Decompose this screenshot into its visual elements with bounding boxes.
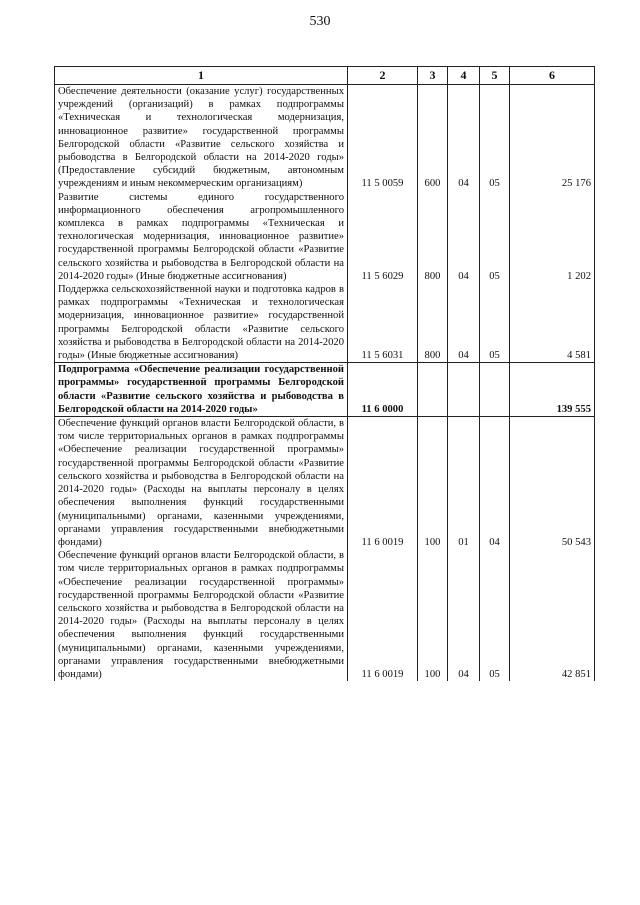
subprogram-row xyxy=(55,363,595,417)
row-description: Обеспечение функций органов власти Белгородской области, в том числе территориальных органов в рамках подпрограммы «Обеспечение реализации государственной программы» государственной программы Белгородской области «Развитие сельского хозяйства и рыбоводства в Белгородской области на 2014-2020 годы» (Расходы на выплаты персоналу в целях обеспечения выполнения функций государственными (муниципальными) органами, казенными учреждениями, органами управления государственными внебюджетными фондами) xyxy=(55,417,348,550)
row-code: 11 5 0059 xyxy=(348,85,418,191)
row-code: 11 5 6031 xyxy=(348,283,418,363)
row-amount: 25 176 xyxy=(510,85,595,191)
column-header-description: 1 xyxy=(55,67,348,85)
page-number: 530 xyxy=(309,14,331,29)
column-header-subsection: 5 xyxy=(480,67,510,85)
row-description: Обеспечение деятельности (оказание услуг) государственных учреждений (организаций) в рамках подпрограммы «Техническая и технологическая модернизация, инновационное развитие» государственной программы Белгородской области «Развитие сельского хозяйства и рыбоводства в Белгородской области на 2014-2020 годы» (Предоставление субсидий бюджетным, автономным учреждениям и иным некоммерческим организациям) xyxy=(55,85,348,191)
column-header-amount: 6 xyxy=(510,67,595,85)
row-code: 11 6 0019 xyxy=(348,417,418,550)
row-subsection: 05 xyxy=(480,283,510,363)
table-row xyxy=(55,417,595,550)
subprogram-amount: 139 555 xyxy=(510,363,595,417)
table-row xyxy=(55,549,595,681)
budget-table xyxy=(54,66,595,681)
row-subsection: 05 xyxy=(480,191,510,283)
row-section: 04 xyxy=(448,191,480,283)
row-subsection: 05 xyxy=(480,549,510,681)
row-description: Развитие системы единого государственного информационного обеспечения агропромышленного комплекса в рамках подпрограммы «Техническая и технологическая модернизация, инновационное развитие» государственной программы Белгородской области «Развитие сельского хозяйства и рыбоводства в Белгородской области на 2014-2020 годы» (Иные бюджетные ассигнования) xyxy=(55,191,348,283)
table-row xyxy=(55,283,595,363)
row-amount: 50 543 xyxy=(510,417,595,550)
row-amount: 42 851 xyxy=(510,549,595,681)
row-expense-type: 100 xyxy=(418,417,448,550)
row-expense-type: 800 xyxy=(418,283,448,363)
row-expense-type: 800 xyxy=(418,191,448,283)
column-header-expense-type: 3 xyxy=(418,67,448,85)
row-description: Поддержка сельскохозяйственной науки и подготовка кадров в рамках подпрограммы «Техническая и технологическая модернизация, инновационное развитие» государственной программы Белгородской области «Развитие сельского хозяйства и рыбоводства в Белгородской области на 2014-2020 годы» (Иные бюджетные ассигнования) xyxy=(55,283,348,363)
table-row xyxy=(55,85,595,191)
row-amount: 4 581 xyxy=(510,283,595,363)
column-header-code: 2 xyxy=(348,67,418,85)
subprogram-section xyxy=(448,363,480,417)
table-row xyxy=(55,191,595,283)
row-section: 04 xyxy=(448,549,480,681)
row-subsection: 04 xyxy=(480,417,510,550)
row-code: 11 6 0019 xyxy=(348,549,418,681)
column-header-row xyxy=(55,67,595,85)
row-description: Обеспечение функций органов власти Белгородской области, в том числе территориальных органов в рамках подпрограммы «Обеспечение реализации государственной программы» государственной программы Белгородской области «Развитие сельского хозяйства и рыбоводства в Белгородской области на 2014-2020 годы» (Расходы на выплаты персоналу в целях обеспечения выполнения функций государственными (муниципальными) органами, казенными учреждениями, органами управления государственными внебюджетными фондами) xyxy=(55,549,348,681)
row-expense-type: 600 xyxy=(418,85,448,191)
row-amount: 1 202 xyxy=(510,191,595,283)
row-expense-type: 100 xyxy=(418,549,448,681)
row-section: 04 xyxy=(448,85,480,191)
row-subsection: 05 xyxy=(480,85,510,191)
subprogram-code: 11 6 0000 xyxy=(348,363,418,417)
column-header-section: 4 xyxy=(448,67,480,85)
row-code: 11 5 6029 xyxy=(348,191,418,283)
row-section: 04 xyxy=(448,283,480,363)
subprogram-subsection xyxy=(480,363,510,417)
subprogram-expense-type xyxy=(418,363,448,417)
subprogram-description: Подпрограмма «Обеспечение реализации государственной программы» государственной программы Белгородской области «Развитие сельского хозяйства и рыбоводства в Белгородской области на 2014-2020 годы» xyxy=(55,363,348,417)
row-section: 01 xyxy=(448,417,480,550)
